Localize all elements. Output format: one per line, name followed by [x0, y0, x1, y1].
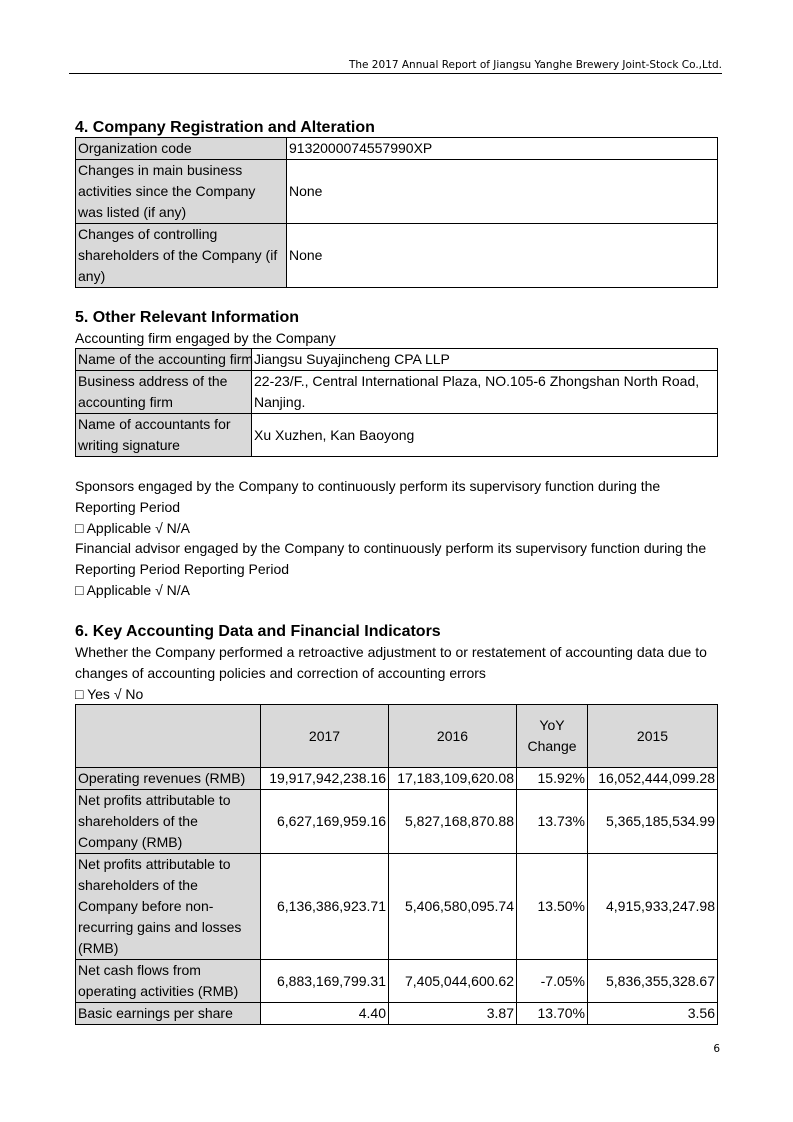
- table-row: [76, 224, 718, 288]
- table-header-row: [76, 705, 718, 768]
- accounting-firm-table: [75, 348, 718, 457]
- value-2015: 16,052,444,099.28: [588, 768, 718, 790]
- value-2016: 3.87: [389, 1003, 517, 1025]
- table-row: [76, 138, 718, 160]
- table-label-cell: Name of the accounting firm: [76, 349, 252, 371]
- registration-table: [75, 137, 718, 288]
- table-row: [76, 349, 718, 371]
- table-value-cell: None: [287, 224, 718, 288]
- table-row: [76, 160, 718, 224]
- column-header-2017: 2017: [261, 705, 389, 768]
- page-header: The 2017 Annual Report of Jiangsu Yanghe Brewery Joint-Stock Co.,Ltd.: [348, 59, 722, 71]
- value-2016: 5,827,168,870.88: [389, 790, 517, 854]
- row-label: Net profits attributable to shareholders of the Company (RMB): [76, 790, 261, 854]
- value-yoy: 15.92%: [517, 768, 588, 790]
- advisor-text-line-2: Reporting Period Reporting Period: [75, 561, 290, 577]
- value-2015: 5,365,185,534.99: [588, 790, 718, 854]
- section-6-title: 6. Key Accounting Data and Financial Indicators: [75, 623, 441, 640]
- value-yoy: 13.73%: [517, 790, 588, 854]
- sponsors-choice: □ Applicable √ N/A: [75, 520, 190, 536]
- column-header-yoy: YoY Change: [517, 705, 588, 768]
- value-2017: 19,917,942,238.16: [261, 768, 389, 790]
- table-row: [76, 1003, 718, 1025]
- value-2017: 4.40: [261, 1003, 389, 1025]
- table-label-cell: Organization code: [76, 138, 287, 160]
- value-2017: 6,627,169,959.16: [261, 790, 389, 854]
- sponsors-text-line-1: Sponsors engaged by the Company to continuously perform its supervisory function during the: [75, 478, 661, 494]
- table-value-cell: None: [287, 160, 718, 224]
- value-2017: 6,883,169,799.31: [261, 960, 389, 1003]
- row-label: Operating revenues (RMB): [76, 768, 261, 790]
- table-row: [76, 960, 718, 1003]
- value-yoy: -7.05%: [517, 960, 588, 1003]
- restatement-question-line-2: changes of accounting policies and correction of accounting errors: [75, 665, 486, 681]
- advisor-choice: □ Applicable √ N/A: [75, 582, 190, 598]
- page-number: 6: [713, 1043, 720, 1055]
- advisor-text-line-1: Financial advisor engaged by the Company to continuously perform its supervisory function during the: [75, 540, 707, 556]
- table-label-cell: Changes of controlling shareholders of the Company (if any): [76, 224, 287, 288]
- financial-indicators-table: [75, 704, 718, 1025]
- value-2016: 5,406,580,095.74: [389, 854, 517, 960]
- section-5-title: 5. Other Relevant Information: [75, 309, 300, 326]
- table-label-cell: Changes in main business activities since the Company was listed (if any): [76, 160, 287, 224]
- row-label: Basic earnings per share: [76, 1003, 261, 1025]
- column-header-2016: 2016: [389, 705, 517, 768]
- table-value-cell: Xu Xuzhen, Kan Baoyong: [252, 414, 718, 457]
- value-2016: 17,183,109,620.08: [389, 768, 517, 790]
- table-row: [76, 854, 718, 960]
- header-rule: [69, 73, 722, 74]
- sponsors-text-line-2: Reporting Period: [75, 499, 181, 515]
- value-2015: 5,836,355,328.67: [588, 960, 718, 1003]
- table-row: [76, 768, 718, 790]
- restatement-choice: □ Yes √ No: [75, 686, 144, 702]
- table-label-cell: Name of accountants for writing signature: [76, 414, 252, 457]
- restatement-question-line-1: Whether the Company performed a retroactive adjustment to or restatement of accounting data due to: [75, 644, 707, 660]
- column-header: [76, 705, 261, 768]
- value-2017: 6,136,386,923.71: [261, 854, 389, 960]
- column-header-2015: 2015: [588, 705, 718, 768]
- value-2016: 7,405,044,600.62: [389, 960, 517, 1003]
- value-2015: 4,915,933,247.98: [588, 854, 718, 960]
- table-label-cell: Business address of the accounting firm: [76, 371, 252, 414]
- row-label: Net profits attributable to shareholders of the Company before non-recurring gains and losses (RMB): [76, 854, 261, 960]
- section-4-title: 4. Company Registration and Alteration: [75, 119, 375, 136]
- value-yoy: 13.70%: [517, 1003, 588, 1025]
- table-row: [76, 790, 718, 854]
- table-row: [76, 371, 718, 414]
- table-value-cell: 9132000074557990XP: [287, 138, 718, 160]
- value-2015: 3.56: [588, 1003, 718, 1025]
- value-yoy: 13.50%: [517, 854, 588, 960]
- table-row: [76, 414, 718, 457]
- table-value-cell: Jiangsu Suyajincheng CPA LLP: [252, 349, 718, 371]
- row-label: Net cash flows from operating activities (RMB): [76, 960, 261, 1003]
- table-value-cell: 22-23/F., Central International Plaza, NO.105-6 Zhongshan North Road, Nanjing.: [252, 371, 718, 414]
- accounting-firm-intro: Accounting firm engaged by the Company: [75, 330, 336, 346]
